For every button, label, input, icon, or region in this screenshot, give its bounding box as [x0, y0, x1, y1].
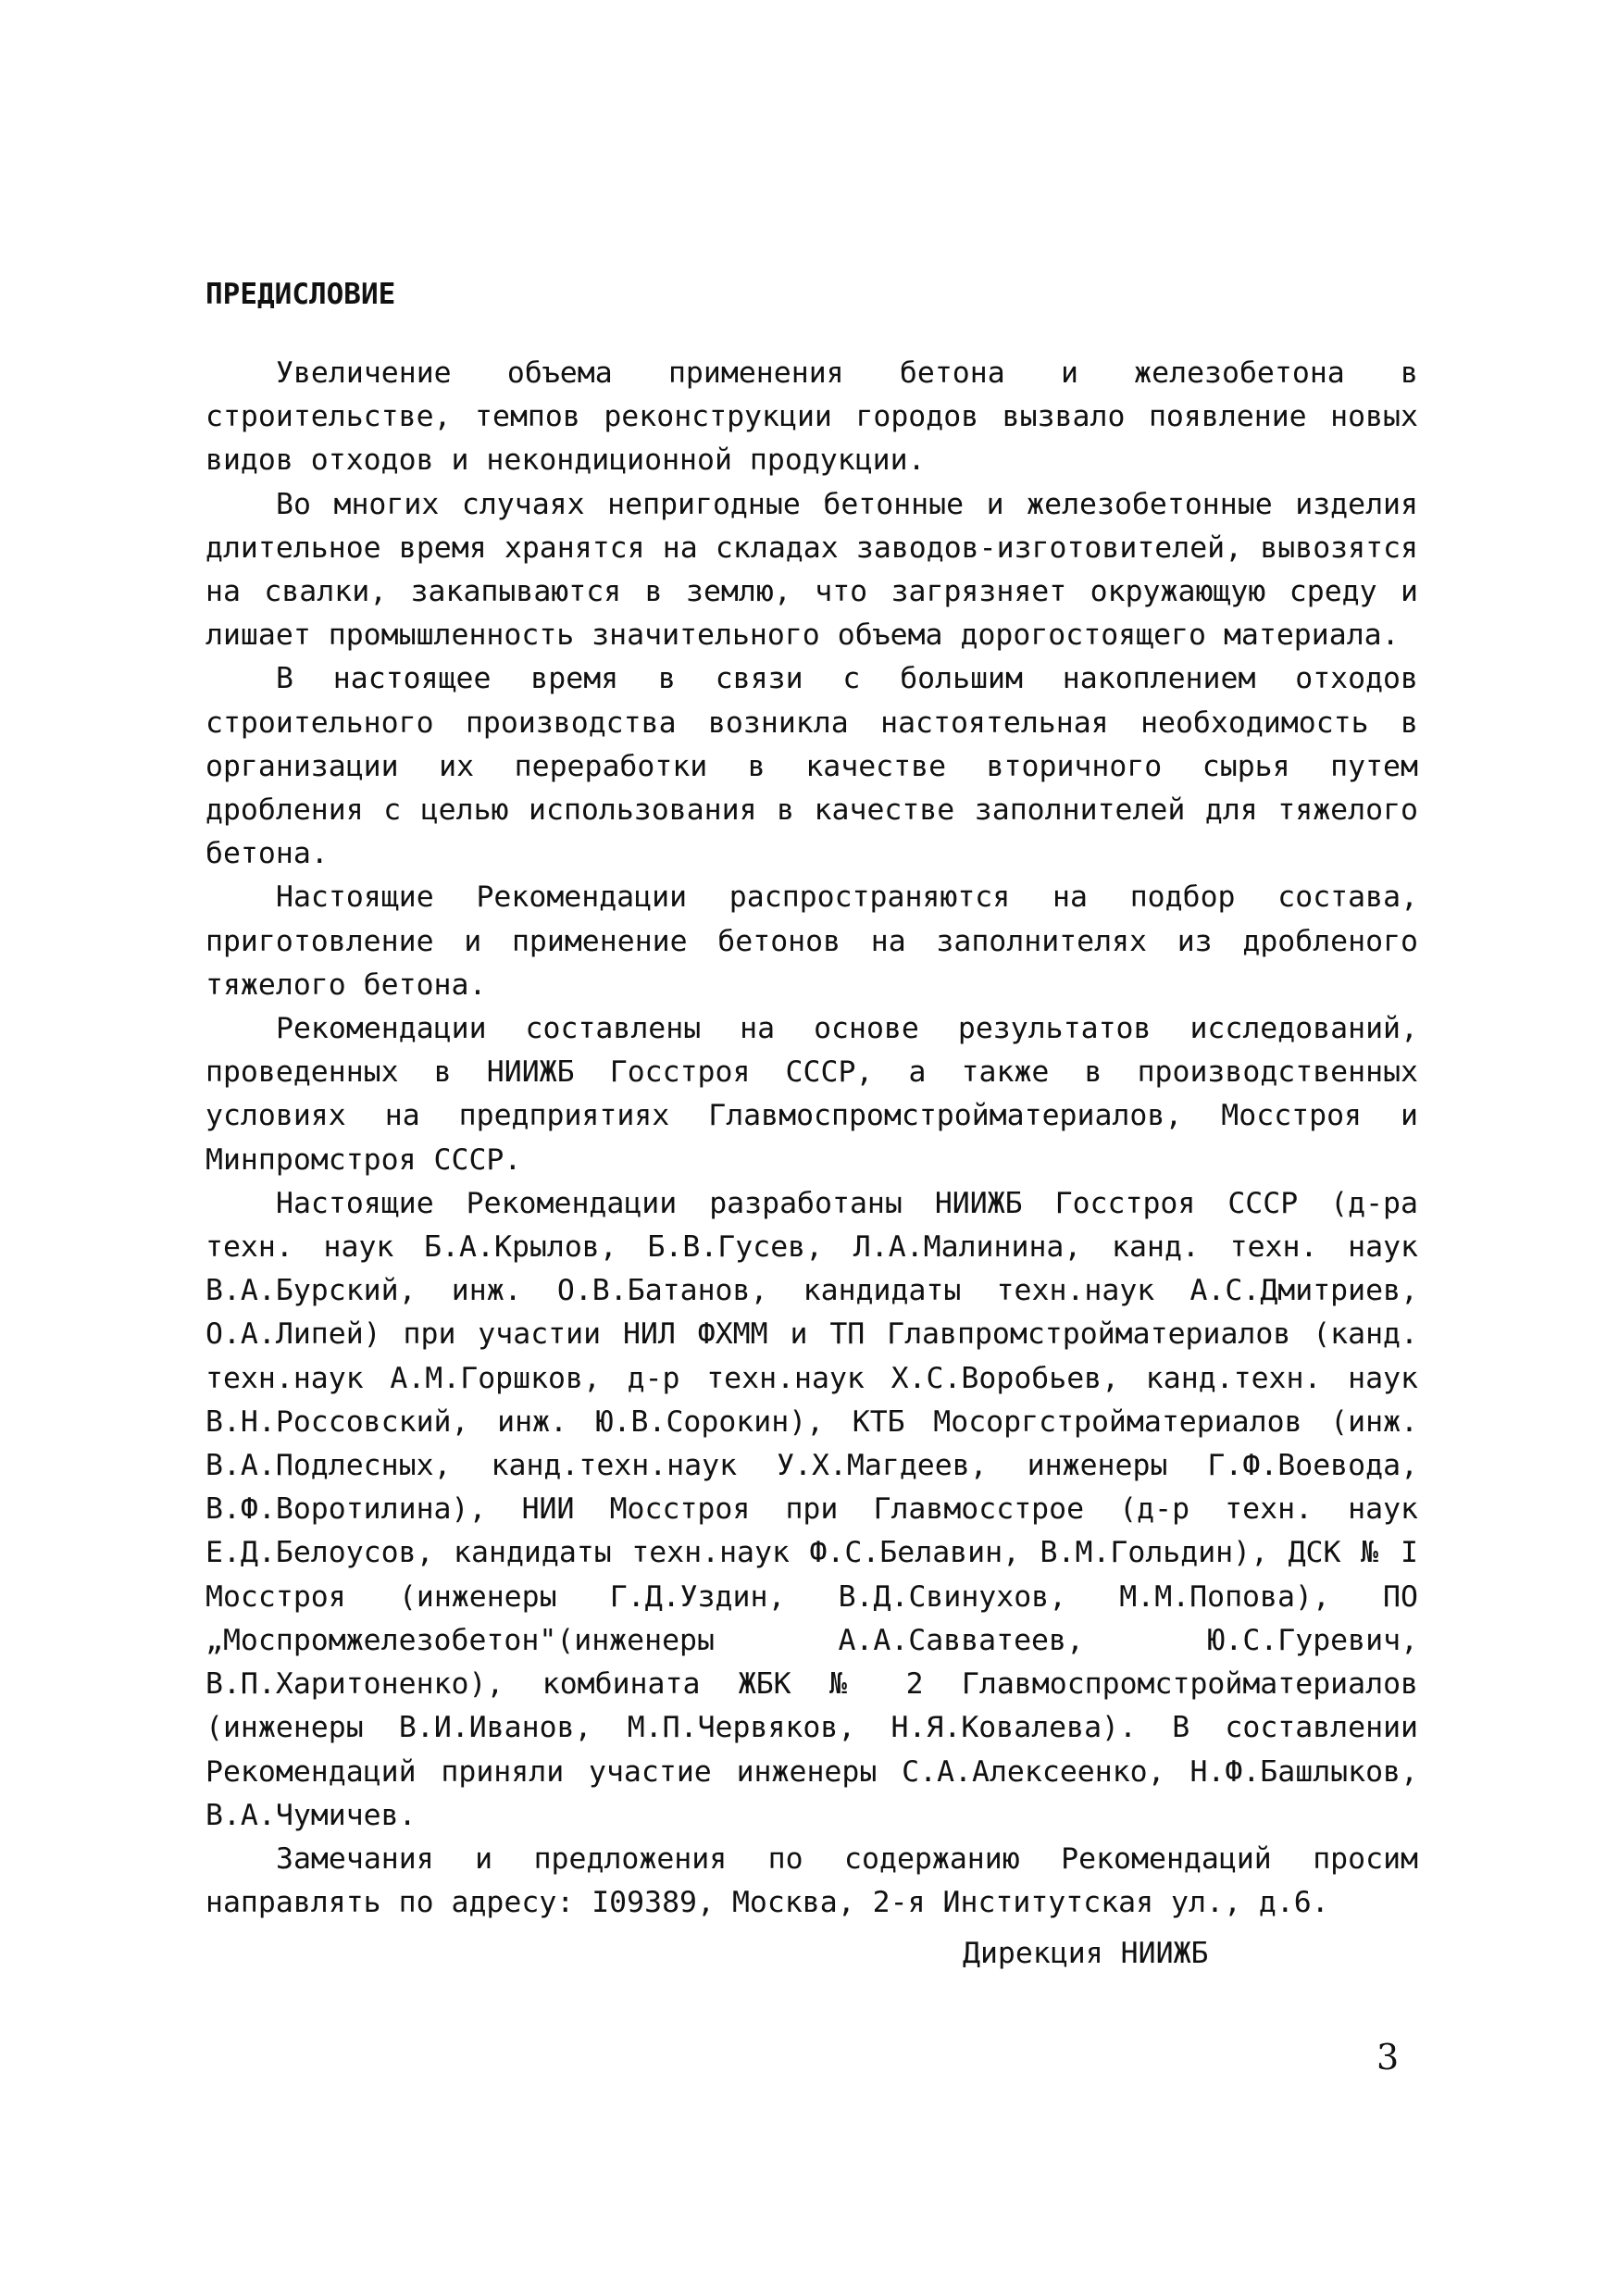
paragraph-authors: Настоящие Рекомендации разработаны НИИЖБ Госстроя СССР (д-ра техн. наук Б.А.Крылов, Б.В.Гусев, Л.А.Малинина, канд. техн. наук В.А.Бурский, инж. О.В.Батанов, кандидаты техн.наук А.С.Дмитриев, О.А.Липей) при участии НИЛ ФХММ и ТП Главпромстройматериалов (канд. техн.наук А.М.Горшков, д-р техн.наук Х.С.Воробьев, канд.техн. наук В.Н.Россовский, инж. Ю.В.Сорокин), КТБ Мосоргстройматериалов (инж. В.А.Подлесных, канд.техн.наук У.Х.Магдеев, инженеры Г.Ф.Воевода, В.Ф.Воротилина), НИИ Мосстроя при Главмосстрое (д-р техн. наук Е.Д.Белоусов, кандидаты техн.наук Ф.С.Белавин, В.М.Гольдин), ДСК № I Мосстроя (инженеры Г.Д.Уздин, В.Д.Свинухов, М.М.Попова), ПО „Моспромжелезобетон"(инженеры А.А.Савватеев, Ю.С.Гуревич, В.П.Харитоненко), комбината ЖБК № 2 Главмоспромстройматериалов (инженеры В.И.Иванов, М.П.Червяков, Н.Я.Ковалева). В составлении Рекомендаций приняли участие инженеры С.А.Алексеенко, Н.Ф.Башлыков, В.А.Чумичев.	[205, 1186, 1418, 1832]
page-heading: ПРЕДИСЛОВИЕ	[205, 278, 396, 311]
paragraph-recycling: В настоящее время в связи с большим накоплением отходов строительного производства возникла настоятельная необходимость в организации их переработки в качестве вторичного сырья путем дробления с целью использования в качестве заполнителей для тяжелого бетона.	[205, 662, 1418, 871]
paragraph-intro: Увеличение объема применения бетона и железобетона в строительстве, темпов реконструкции городов вызвало появление новых видов отходов и некондиционной продукции.	[205, 356, 1418, 478]
paragraph-basis: Рекомендации составлены на основе результатов исследований, проведенных в НИИЖБ Госстроя СССР, а также в производственных условиях на предприятиях Главмоспромстройматериалов, Мосстроя и Минпромстроя СССР.	[205, 1012, 1418, 1177]
body-text	[205, 352, 1418, 1925]
page-number: 3	[1376, 2037, 1400, 2078]
paragraph-address: Замечания и предложения по содержанию Рекомендаций просим направлять по адресу: I09389, Москва, 2-я Институтская ул., д.6.	[205, 1841, 1418, 1920]
signature: Дирекция НИИЖБ	[963, 1937, 1209, 1970]
paragraph-scope: Настоящие Рекомендации распространяются на подбор состава, приготовление и применение бетонов на заполнителях из дробленого тяжелого бетона.	[205, 880, 1418, 1002]
paragraph-storage: Во многих случаях непригодные бетонные и железобетонные изделия длительное время хранятся на складах заводов-изготовителей, вывозятся на свалки, закапываются в землю, что загрязняет окружающую среду и лишает промышленность значительного объема дорогостоящего материала.	[205, 487, 1418, 653]
